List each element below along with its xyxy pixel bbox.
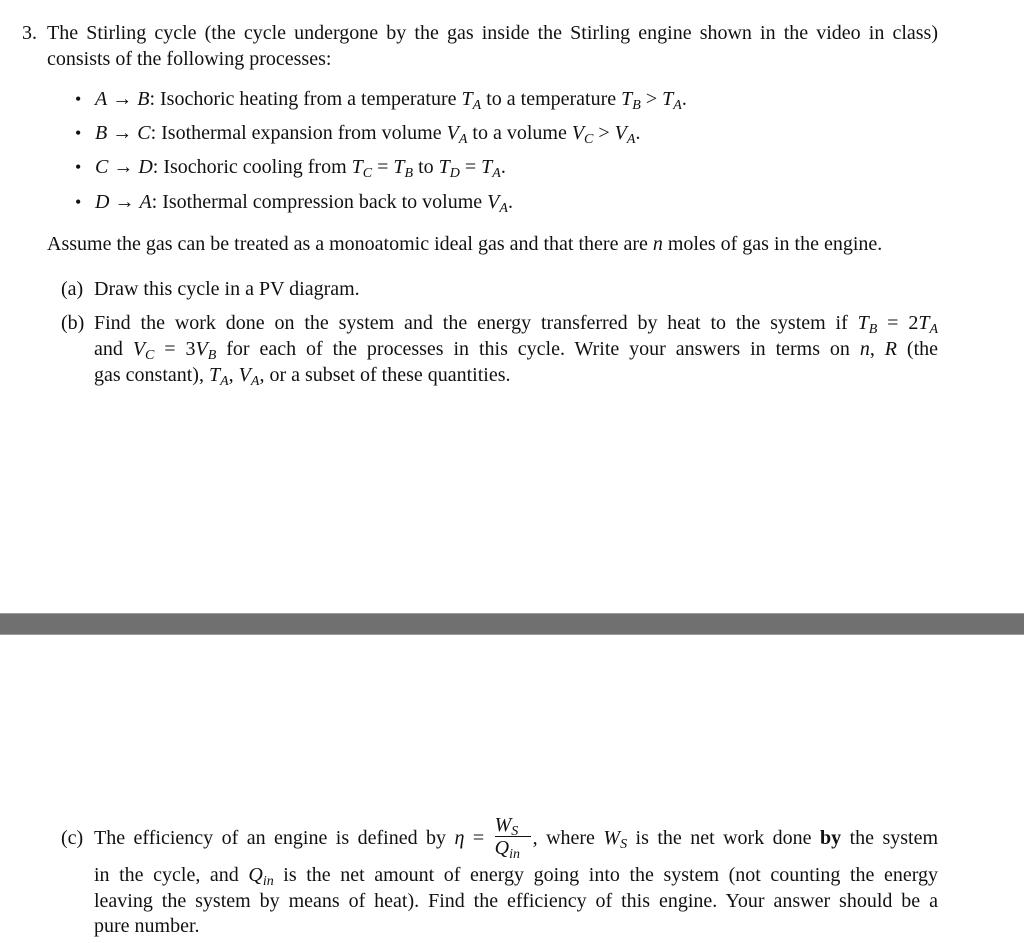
- part-label: (b): [61, 312, 85, 334]
- intro-line: [47, 47, 331, 71]
- math-symbol: T: [481, 156, 493, 178]
- math-symbol: T: [918, 312, 930, 334]
- problem-number: 3.: [22, 22, 37, 44]
- text-run: The efficiency of an engine is defined by: [94, 827, 455, 849]
- math-symbol: C: [584, 132, 594, 147]
- text-run: →: [108, 156, 139, 178]
- text-run: : Isochoric heating from a temperature: [149, 88, 462, 110]
- math-symbol: n: [859, 338, 870, 360]
- math-symbol: A: [95, 88, 108, 110]
- math-symbol: W: [603, 827, 621, 849]
- math-symbol: B: [868, 322, 878, 337]
- fraction-numerator: [495, 815, 531, 837]
- math-symbol: D: [138, 156, 153, 178]
- text-run: to: [413, 156, 439, 178]
- bullet-icon: •: [75, 89, 82, 109]
- process-item: [95, 87, 687, 111]
- math-symbol: W: [494, 814, 512, 836]
- math-symbol: D: [449, 166, 460, 181]
- intro-line: [47, 21, 938, 45]
- text-run: leaving the system by means of heat). Find the efficiency of this engine. Your answer should be a: [94, 890, 938, 912]
- text-run: >: [640, 88, 663, 110]
- math-symbol: T: [208, 364, 221, 386]
- text-run: =: [372, 156, 394, 178]
- math-symbol: A: [499, 201, 508, 216]
- bullet-icon: •: [75, 123, 82, 143]
- math-symbol: C: [95, 156, 109, 178]
- text-run: pure number.: [94, 915, 200, 937]
- bullet-icon: •: [75, 157, 82, 177]
- math-symbol: T: [662, 88, 674, 110]
- part-text-line: [94, 914, 200, 938]
- part-text-line: [94, 863, 938, 887]
- math-symbol: R: [884, 338, 897, 360]
- math-symbol: in: [262, 874, 274, 889]
- text-run: Find the work done on the system and the energy transferred by heat to the system if: [94, 312, 858, 334]
- math-symbol: A: [673, 98, 682, 113]
- math-symbol: Q: [494, 837, 510, 859]
- text-run: is the net amount of energy going into the system (not counting the energy: [273, 864, 938, 886]
- math-symbol: Q: [248, 864, 263, 886]
- math-symbol: A: [220, 374, 229, 389]
- text-run: gas constant),: [94, 364, 209, 386]
- assumption-line: [47, 232, 882, 256]
- math-symbol: S: [511, 824, 519, 839]
- text-run: : Isochoric cooling from: [152, 156, 352, 178]
- text-run: →: [109, 191, 140, 213]
- text-run: for each of the processes in this cycle. Write your answers in terms on: [216, 338, 860, 360]
- math-symbol: V: [195, 338, 208, 360]
- math-symbol: T: [857, 312, 869, 334]
- fraction: [494, 814, 531, 862]
- math-symbol: B: [404, 166, 414, 181]
- part-text-line: [94, 277, 360, 301]
- math-symbol: A: [472, 98, 482, 113]
- text-run: .: [681, 88, 687, 110]
- text-run: .: [500, 156, 506, 178]
- bullet-icon: •: [75, 192, 82, 212]
- text-run: the system: [841, 827, 939, 849]
- text-run: →: [107, 88, 138, 110]
- math-symbol: B: [632, 98, 641, 113]
- math-symbol: C: [362, 166, 373, 181]
- math-symbol: T: [351, 156, 363, 178]
- math-symbol: C: [145, 348, 155, 363]
- text-run: moles of gas in the engine.: [662, 233, 883, 255]
- text-run: .: [507, 191, 513, 213]
- part-text-line: [94, 889, 938, 913]
- text-run: Draw this cycle in a PV diagram.: [94, 278, 360, 300]
- math-symbol: T: [393, 156, 405, 178]
- math-symbol: A: [458, 132, 468, 147]
- bold-text: by: [819, 827, 842, 849]
- math-symbol: A: [492, 166, 501, 181]
- math-symbol: V: [487, 191, 500, 213]
- text-run: , where: [532, 827, 604, 849]
- text-run: to a volume: [467, 122, 572, 144]
- math-symbol: A: [626, 132, 636, 147]
- math-symbol: η: [454, 827, 465, 849]
- text-run: =: [464, 827, 493, 849]
- math-symbol: V: [238, 364, 251, 386]
- page-separator-band: [0, 613, 1024, 635]
- math-symbol: V: [132, 338, 146, 360]
- text-run: consists of the following processes:: [47, 48, 332, 70]
- math-symbol: V: [446, 122, 459, 144]
- part-label: (c): [61, 827, 84, 849]
- math-symbol: V: [614, 122, 627, 144]
- text-run: .: [635, 122, 641, 144]
- math-symbol: C: [137, 122, 151, 144]
- math-symbol: n: [652, 233, 663, 255]
- part-label: (a): [61, 278, 84, 300]
- math-symbol: A: [929, 322, 939, 337]
- text-run: and: [94, 338, 133, 360]
- text-run: = 2: [877, 312, 919, 334]
- fraction-denominator: [494, 837, 531, 862]
- part-text-line: [94, 814, 939, 862]
- text-run: to a temperature: [481, 88, 622, 110]
- text-run: ,: [228, 364, 239, 386]
- text-run: =: [459, 156, 482, 178]
- math-symbol: B: [207, 348, 217, 363]
- text-run: = 3: [154, 338, 196, 360]
- math-symbol: B: [95, 122, 108, 144]
- math-symbol: S: [620, 837, 628, 852]
- part-text-line: [94, 363, 511, 387]
- math-symbol: A: [250, 374, 260, 389]
- math-symbol: A: [139, 191, 152, 213]
- math-symbol: in: [509, 847, 520, 862]
- math-symbol: B: [137, 88, 150, 110]
- text-run: (the: [897, 338, 939, 360]
- math-symbol: T: [461, 88, 473, 110]
- part-text-line: [94, 311, 938, 335]
- text-run: : Isothermal compression back to volume: [151, 191, 488, 213]
- math-symbol: T: [621, 88, 633, 110]
- math-symbol: V: [571, 122, 585, 144]
- process-item: [95, 121, 640, 145]
- text-run: >: [593, 122, 615, 144]
- math-symbol: T: [438, 156, 450, 178]
- text-run: in the cycle, and: [94, 864, 249, 886]
- math-symbol: D: [95, 191, 110, 213]
- part-text-line: [94, 337, 938, 361]
- text-run: , or a subset of these quantities.: [259, 364, 511, 386]
- text-run: The Stirling cycle (the cycle undergone by the gas inside the Stirling engine shown in the video in class): [47, 22, 938, 44]
- text-run: Assume the gas can be treated as a monoatomic ideal gas and that there are: [47, 233, 653, 255]
- text-run: is the net work done: [627, 827, 820, 849]
- text-run: : Isothermal expansion from volume: [150, 122, 447, 144]
- process-item: [95, 190, 513, 214]
- text-run: →: [107, 122, 138, 144]
- text-run: ,: [869, 338, 885, 360]
- process-item: [95, 155, 506, 179]
